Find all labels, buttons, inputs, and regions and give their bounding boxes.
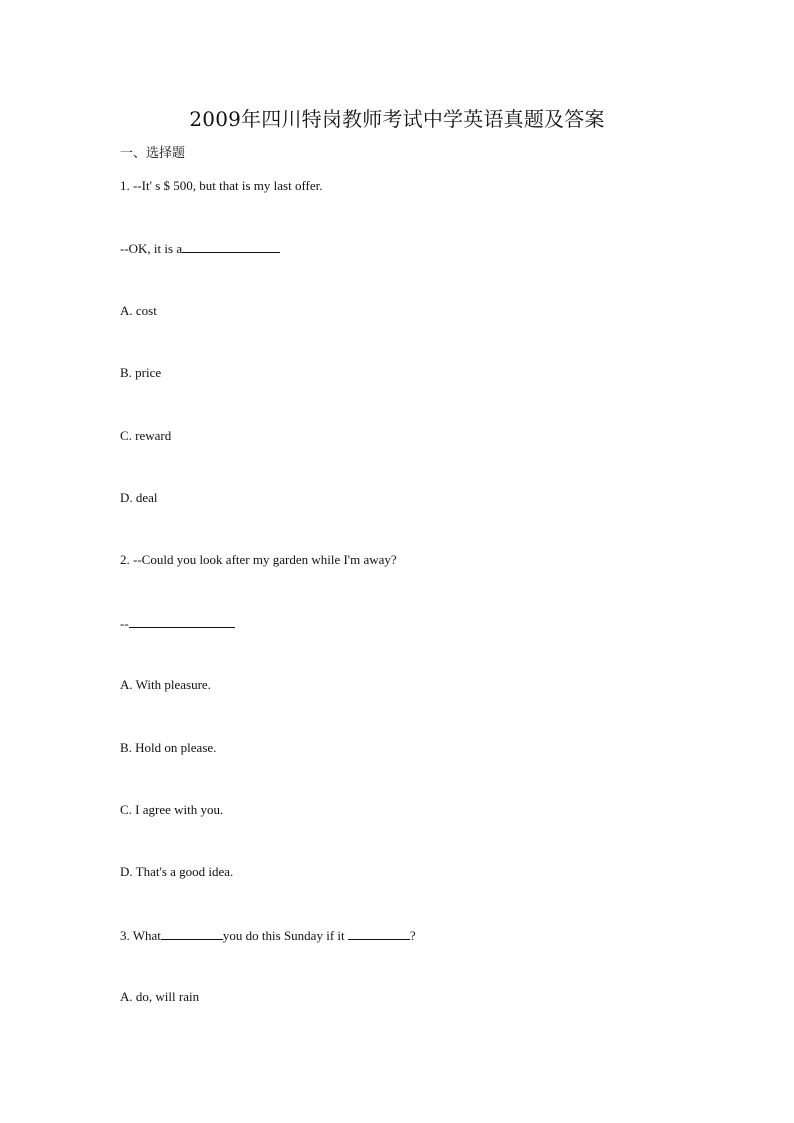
question-3-stem-part3: ? — [409, 928, 416, 943]
question-1-option-d: D. deal — [120, 490, 158, 505]
question-1-option-b: B. price — [120, 365, 162, 380]
question-2-option-c: C. I agree with you. — [120, 802, 224, 817]
question-2-stem: 2. --Could you look after my garden while I'm away? — [120, 552, 397, 567]
question-3-stem-part1: 3. What — [120, 928, 161, 943]
document-title: 2009年四川特岗教师考试中学英语真题及答案 — [189, 107, 605, 131]
answer-blank — [348, 926, 410, 940]
answer-blank — [129, 614, 235, 628]
question-3-stem-part2: you do this Sunday if it — [222, 928, 348, 943]
question-1-response-text: --OK, it is a — [120, 241, 183, 256]
question-1-stem: 1. --It' s $ 500, but that is my last offer. — [120, 178, 323, 193]
question-3-option-a: A. do, will rain — [120, 989, 200, 1004]
answer-blank — [161, 926, 223, 940]
question-2-response-text: -- — [120, 616, 129, 631]
question-2-option-a: A. With pleasure. — [120, 677, 211, 692]
question-2-option-d: D. That's a good idea. — [120, 864, 234, 879]
question-2-option-b: B. Hold on please. — [120, 740, 217, 755]
question-3-stem — [120, 926, 416, 945]
question-2-response — [120, 614, 235, 633]
question-1-option-a: A. cost — [120, 303, 157, 318]
section-heading: 一、选择题 — [120, 146, 186, 161]
question-1-response — [120, 239, 280, 258]
question-1-option-c: C. reward — [120, 428, 172, 443]
answer-blank — [182, 239, 280, 253]
